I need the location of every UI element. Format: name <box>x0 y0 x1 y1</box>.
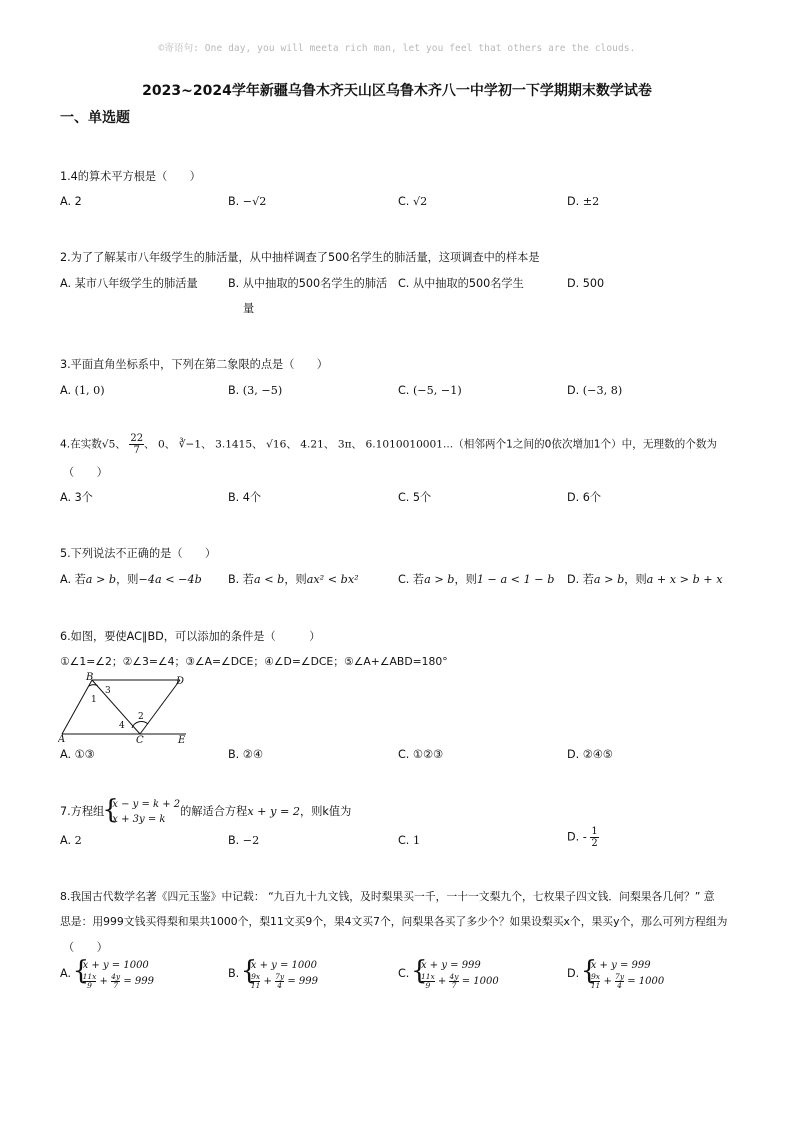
q7-option-d[interactable]: D. - $\frac{1}{2}$ <box>567 826 598 849</box>
q5-option-c[interactable]: C. 若a > b，则1 − a < 1 − b <box>398 573 555 586</box>
angle-2: 2 <box>138 712 144 722</box>
q2-stem: 2.为了了解某市八年级学生的肺活量，从中抽样调查了500名学生的肺活量，这项调查中的样本是 <box>60 251 540 264</box>
label-D: D <box>176 676 185 687</box>
q1-option-a[interactable]: A. 2 <box>60 195 82 208</box>
q6-option-d[interactable]: D. ②④⑤ <box>567 748 613 761</box>
section-heading: 一、单选题 <box>60 110 130 126</box>
q7-option-b[interactable]: B. −2 <box>228 834 260 847</box>
angle-1: 1 <box>91 695 97 705</box>
q5-option-d[interactable]: D. 若a > b，则a + x > b + x <box>567 573 723 586</box>
q4-option-b[interactable]: B. 4个 <box>228 491 262 504</box>
q2-option-b-cont: 量 <box>243 302 255 315</box>
q3-option-c[interactable]: C. (−5, −1) <box>398 384 462 397</box>
q8-stem-line2: 思是：用999文钱买得梨和果共1000个，梨11文买9个，果4文买7个，问梨果各买了多少个？如果设梨买x个，果买y个，那么可列方程组为 <box>60 915 728 928</box>
q4-stem: 4.在实数√5、 $\frac{22}{7}$ 、 0、 ∛−1、 3.1415、 √16、 4.21、 3π、 6.1010010001...（相邻两个1之间的0依次增加1个）中，无理数的个数为 <box>60 433 718 456</box>
q6-option-a[interactable]: A. ①③ <box>60 748 95 761</box>
q2-option-b[interactable]: B. 从中抽取的500名学生的肺活 <box>228 277 388 290</box>
q2-option-d[interactable]: D. 500 <box>567 277 605 290</box>
q8-option-b[interactable]: B. { x + y = 1000 $\frac{9x}{11}$ + $\frac{7y}{4}$ = 999 <box>228 958 318 990</box>
q1-stem: 1.4的算术平方根是（ ） <box>60 170 201 183</box>
q4-option-a[interactable]: A. 3个 <box>60 491 93 504</box>
q1-option-b[interactable]: B. −√2 <box>228 195 267 208</box>
q5-option-b[interactable]: B. 若a < b，则ax² < bx² <box>228 573 359 586</box>
q2-option-a[interactable]: A. 某市八年级学生的肺活量 <box>60 277 198 290</box>
q5-option-a[interactable]: A. 若a > b，则−4a < −4b <box>60 573 202 586</box>
q7-stem: 7.方程组 { x − y = k + 2 x + 3y = k 的解适合方程x + y = 2，则k值为 <box>60 797 351 827</box>
q8-stem-line1: 8.我国古代数学名著《四元玉鉴》中记载： “九百九十九文钱，及时梨果买一千，一十一文梨九个，七枚果子四文钱．问梨果各几何？” 意 <box>60 890 715 903</box>
q1-option-d[interactable]: D. ±2 <box>567 195 600 208</box>
watermark: ©寄语句: One day, you will meeta rich man, let you feel that others are the clouds. <box>158 43 636 54</box>
q7-option-a[interactable]: A. 2 <box>60 834 82 847</box>
q6-conditions: ①∠1=∠2；②∠3=∠4；③∠A=∠DCE；④∠D=∠DCE；⑤∠A+∠ABD=180° <box>60 655 448 668</box>
q2-option-c[interactable]: C. 从中抽取的500名学生 <box>398 277 524 290</box>
q6-option-b[interactable]: B. ②④ <box>228 748 263 761</box>
q3-option-d[interactable]: D. (−3, 8) <box>567 384 623 397</box>
parallelogram-figure <box>58 672 198 744</box>
label-A: A <box>58 734 66 744</box>
q3-stem: 3.平面直角坐标系中，下列在第二象限的点是（ ） <box>60 358 328 371</box>
label-C: C <box>136 735 144 744</box>
angle-4: 4 <box>119 721 125 731</box>
q6-stem: 6.如图，要使AC∥BD，可以添加的条件是（ ） <box>60 630 321 643</box>
angle-3: 3 <box>105 686 111 696</box>
q7-option-c[interactable]: C. 1 <box>398 834 421 847</box>
label-E: E <box>178 735 186 744</box>
q4-option-d[interactable]: D. 6个 <box>567 491 602 504</box>
q3-option-b[interactable]: B. (3, −5) <box>228 384 283 397</box>
q8-option-a[interactable]: A. { x + y = 1000 $\frac{11x}{9}$ + $\frac{4y}{7}$ = 999 <box>60 958 154 990</box>
q4-option-c[interactable]: C. 5个 <box>398 491 432 504</box>
q8-option-d[interactable]: D. { x + y = 999 $\frac{9x}{11}$ + $\frac{7y}{4}$ = 1000 <box>567 958 664 990</box>
q3-option-a[interactable]: A. (1, 0) <box>60 384 105 397</box>
page-title: 2023~2024学年新疆乌鲁木齐天山区乌鲁木齐八一中学初一下学期期末数学试卷 <box>142 83 652 99</box>
q4-paren: （ ） <box>63 466 108 479</box>
q8-paren: （ ） <box>63 941 108 954</box>
q1-option-c[interactable]: C. √2 <box>398 195 428 208</box>
q6-option-c[interactable]: C. ①②③ <box>398 748 444 761</box>
q8-option-c[interactable]: C. { x + y = 999 $\frac{11x}{9}$ + $\frac{4y}{7}$ = 1000 <box>398 958 499 990</box>
q5-stem: 5.下列说法不正确的是（ ） <box>60 547 217 560</box>
label-B: B <box>86 672 94 683</box>
